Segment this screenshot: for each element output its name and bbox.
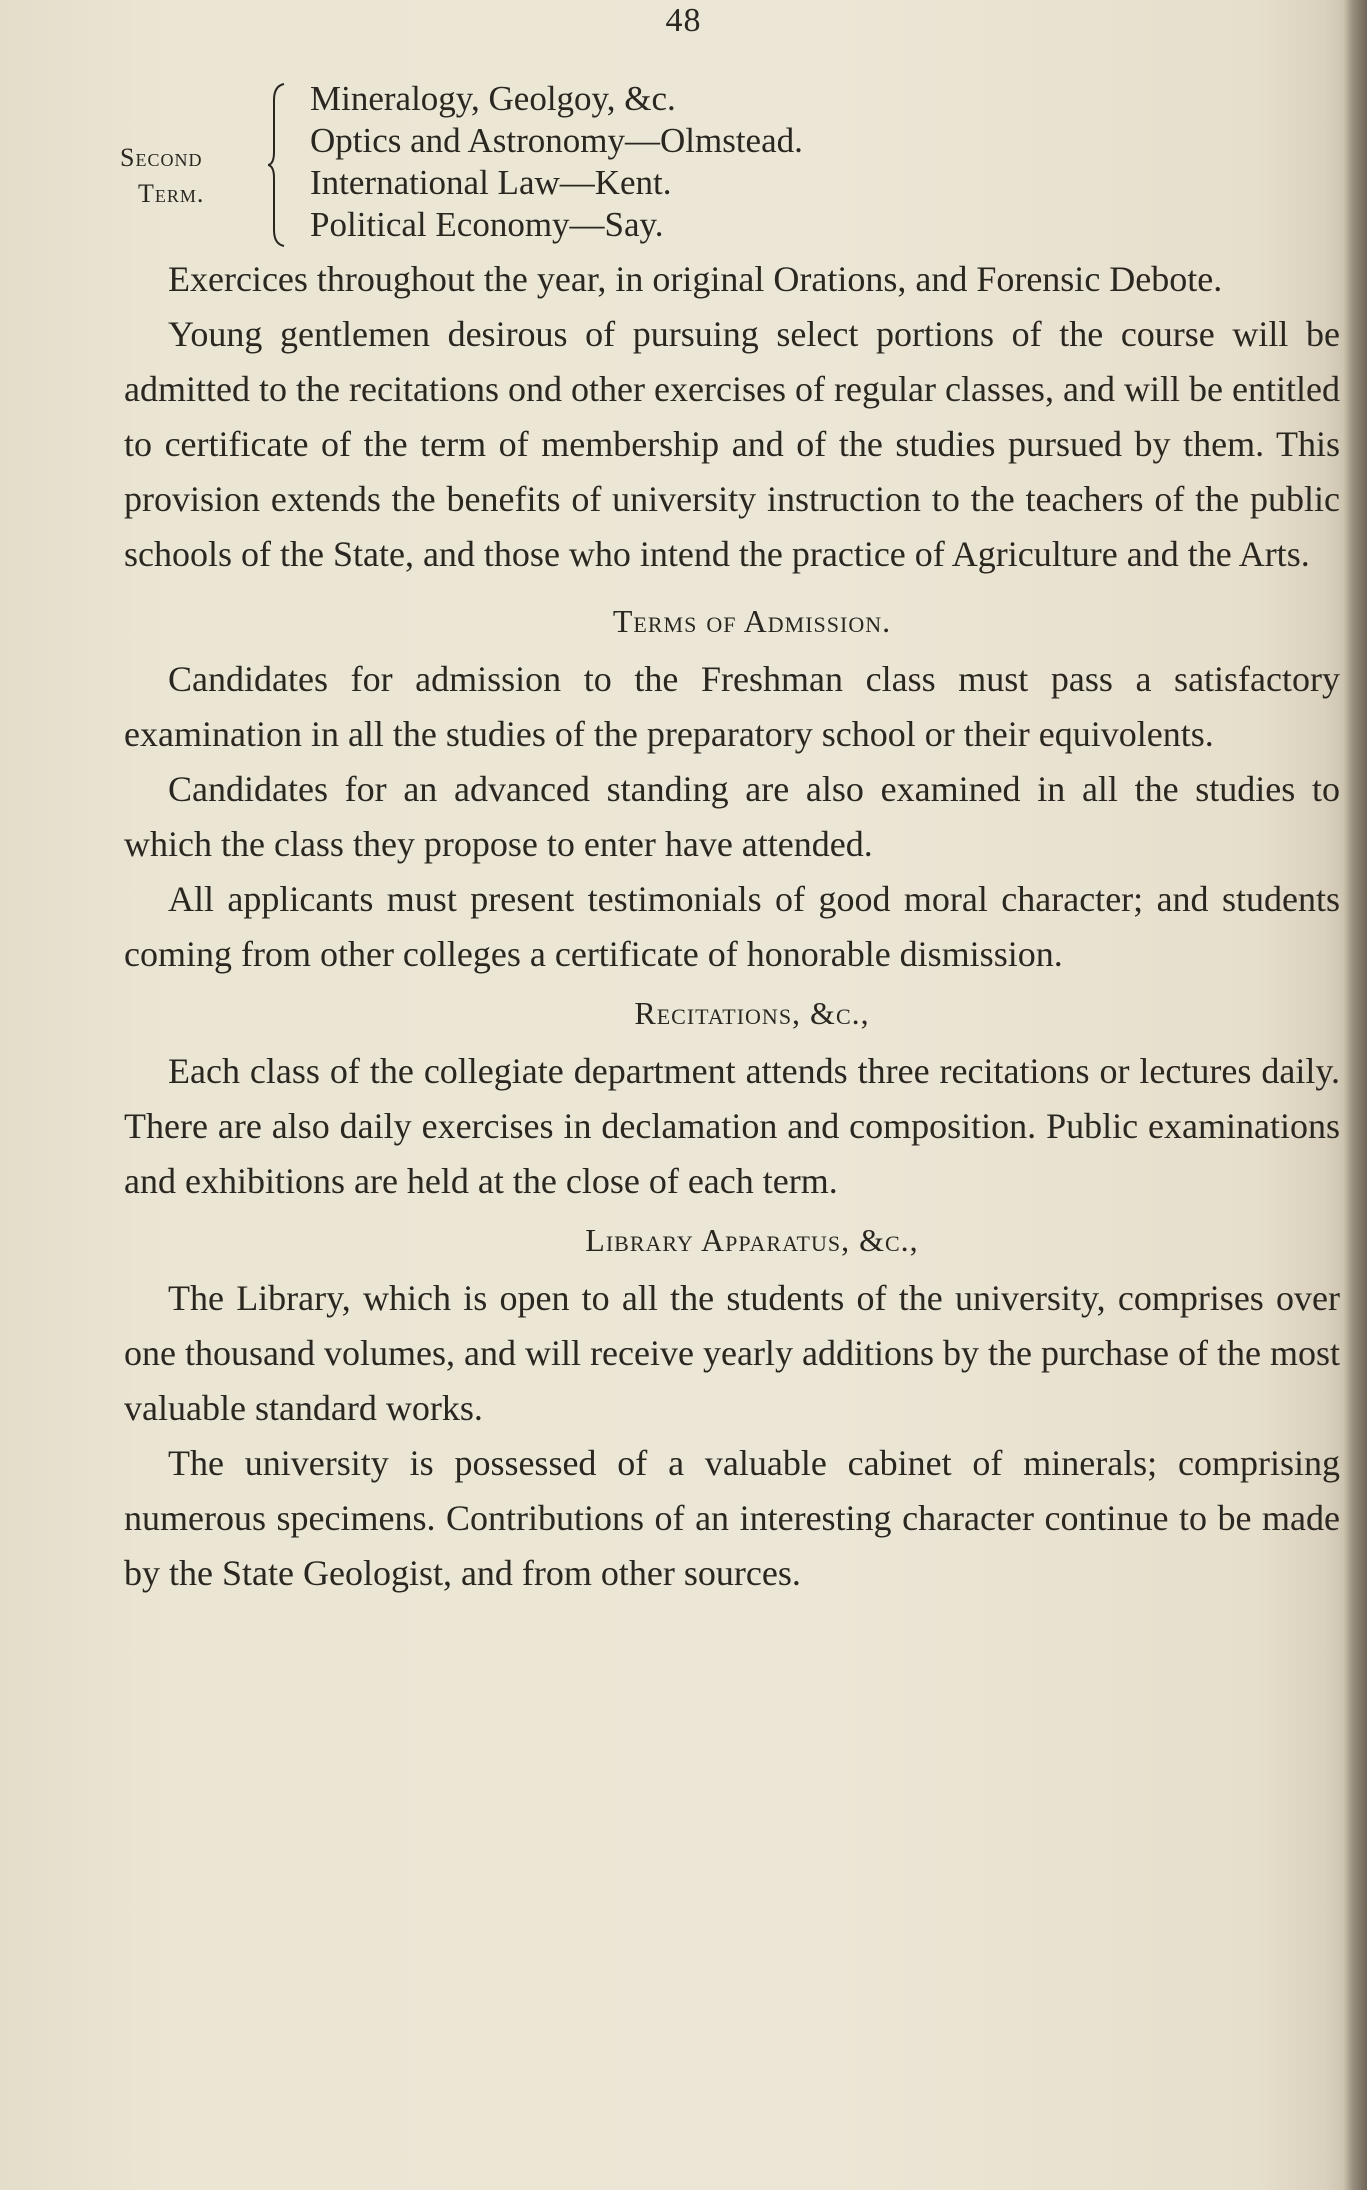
course-item: Political Economy—Say. [310, 205, 664, 244]
page-edge-shadow [1343, 0, 1367, 2190]
course-item: Optics and Astronomy—Olmstead. [310, 121, 803, 160]
second-term-label [120, 140, 204, 212]
exercises-paragraph: Exercices throughout the year, in original Orations, and Forensic Debote. [168, 259, 1223, 299]
library-apparatus-heading: Library Apparatus, &c., [585, 1222, 919, 1258]
admission-paragraph-3: All applicants must present testimonials of good moral character; and students coming from other colleges a certificate of honorable dismission. [124, 879, 1340, 974]
select-portions-paragraph: Young gentlemen desirous of pursuing select portions of the course will be admitted to the recitations ond other exercises of regular classes, and will be entitled to certificate of the term of membership and of the studies pursued by them. This provision extends the benefits of university instruction to the teachers of the public schools of the State, and those who intend the practice of Agriculture and the Arts. [124, 314, 1340, 574]
admission-paragraph-1: Candidates for admission to the Freshman class must pass a satisfactory examination in all the studies of the preparatory school or their equivolents. [124, 659, 1340, 754]
term-label-line1: Second [120, 143, 203, 172]
term-label-line2: Term. [138, 179, 205, 208]
recitations-heading: Recitations, &c., [634, 995, 870, 1031]
course-item: International Law—Kent. [310, 163, 672, 202]
terms-of-admission-heading: Terms of Admission. [612, 603, 892, 639]
second-term-block [120, 78, 1020, 248]
second-term-course-list [310, 78, 803, 246]
recitations-paragraph: Each class of the collegiate department attends three recitations or lectures daily. There are also daily exercises in declamation and composition. Public examinations and exhibitions are held at the close of each term. [124, 1051, 1340, 1201]
curly-brace [268, 82, 288, 248]
page-number: 48 [665, 2, 702, 39]
admission-paragraph-2: Candidates for an advanced standing are also examined in all the studies to which the class they propose to enter have attended. [124, 769, 1340, 864]
library-paragraph: The Library, which is open to all the students of the university, comprises over one thousand volumes, and will receive yearly additions by the purchase of the most valuable standard works. [124, 1278, 1340, 1428]
course-item: Mineralogy, Geolgoy, &c. [310, 79, 676, 118]
cabinet-paragraph: The university is possessed of a valuable cabinet of minerals; comprising numerous specimens. Contributions of an interesting character continue to be made by the State Geologist, and from other sources. [124, 1443, 1340, 1593]
body-text [124, 252, 1340, 1601]
